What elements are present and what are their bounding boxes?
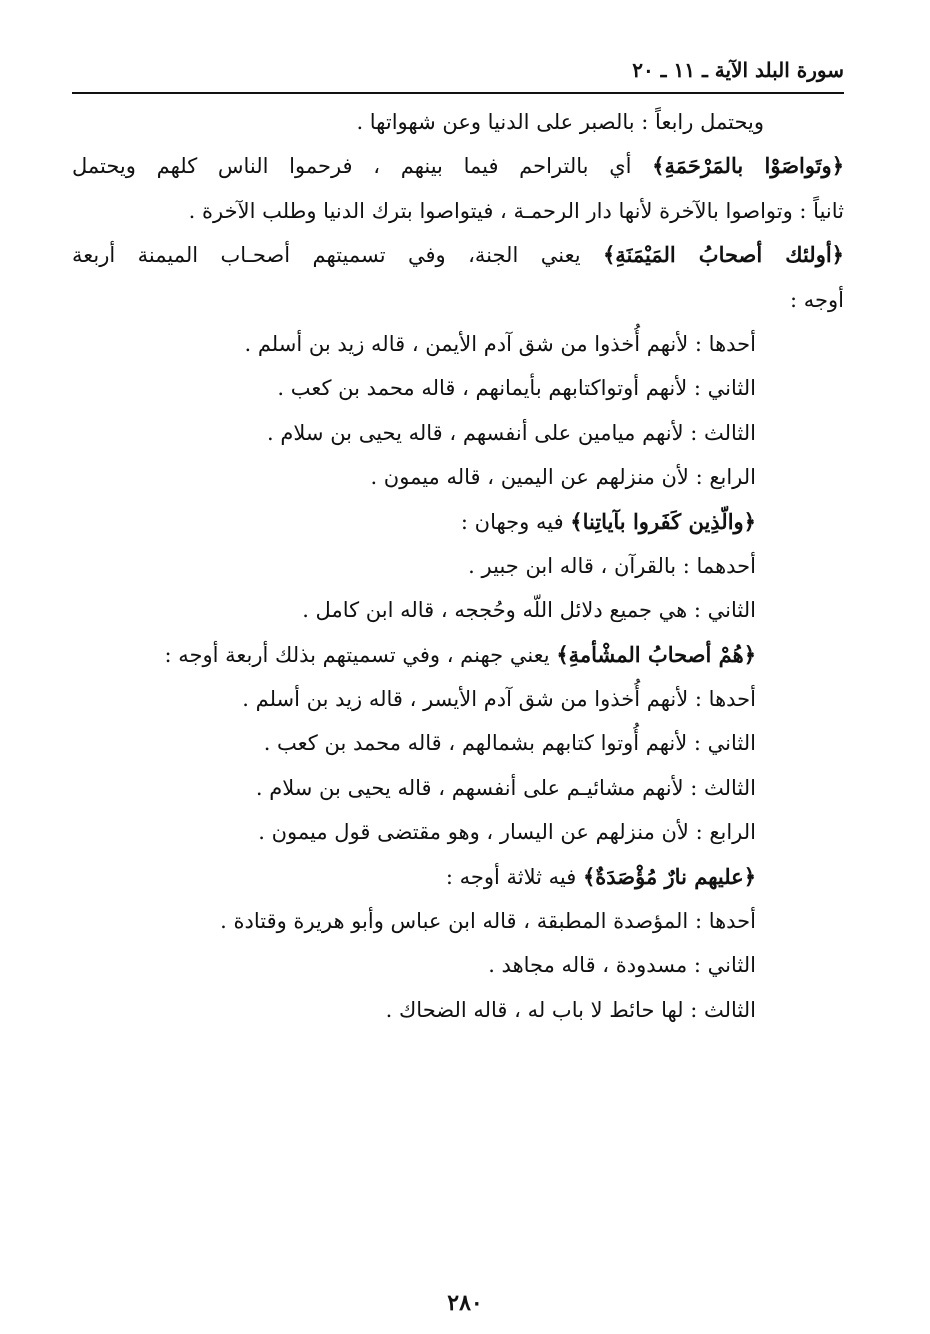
text-line	[72, 500, 844, 544]
text-line	[72, 544, 844, 588]
line-text: الثالث : لها حائط لا باب له ، قاله الضحاك .	[385, 997, 756, 1022]
line-text: الثاني : لأنهم أُوتوا كتابهم بشمالهم ، قاله محمد بن كعب .	[263, 731, 756, 756]
page-body	[72, 100, 844, 1032]
quran-verse: ﴿عليهم نارٌ مُؤْصَدَةٌ﴾	[582, 863, 756, 889]
line-text: الثاني : مسدودة ، قاله مجاهد .	[488, 953, 756, 978]
line-text: ويحتمل رابعاً : بالصبر على الدنيا وعن شهواتها .	[356, 110, 764, 134]
quran-verse: ﴿أولئك أصحابُ المَيْمَنَةِ﴾	[602, 242, 844, 268]
line-text: أحدها : لأنهم أُخذوا من شق آدم الأيمن ، قاله زيد بن أسلم .	[244, 331, 756, 356]
text-line	[72, 810, 844, 854]
text-line	[72, 233, 844, 277]
page-header	[72, 52, 844, 94]
text-line	[72, 366, 844, 410]
text-line	[72, 455, 844, 499]
page-number: ٢٨٠	[447, 1290, 483, 1316]
text-line	[72, 322, 844, 366]
line-text: فيه ثلاثة أوجه :	[445, 864, 583, 889]
line-text: الرابع : لأن منزلهم عن اليمين ، قاله ميمون .	[370, 465, 756, 490]
quran-verse: ﴿هُمْ أصحابُ المشْأمةِ﴾	[556, 641, 756, 667]
line-text: الرابع : لأن منزلهم عن اليسار ، وهو مقتضى قول ميمون .	[258, 820, 756, 845]
text-line	[72, 633, 844, 677]
text-line	[72, 855, 844, 899]
line-text: الثالث : لأنهم ميامين على أنفسهم ، قاله يحيى بن سلام .	[267, 420, 756, 445]
line-text: الثالث : لأنهم مشائيـم على أنفسهم ، قاله يحيى بن سلام .	[255, 775, 756, 800]
running-title: سورة البلد الآية ـ ١١ ـ ٢٠	[632, 58, 844, 82]
text-line	[72, 988, 844, 1032]
line-text: أي بالتراحم فيما بينهم ، فرحموا الناس كلهم ويحتمل	[72, 154, 653, 179]
text-line	[72, 943, 844, 987]
quran-verse: ﴿وتَواصَوْا بالمَرْحَمَةِ﴾	[652, 153, 844, 179]
line-text: أحدها : لأنهم أُخذوا من شق آدم الأيسر ، قاله زيد بن أسلم .	[242, 687, 756, 712]
line-text: أحدها : المؤصدة المطبقة ، قاله ابن عباس وأبو هريرة وقتادة .	[220, 909, 756, 934]
text-line	[72, 766, 844, 810]
line-text: يعني الجنة، وفي تسميتهم أصحـاب الميمنة أربعة	[72, 243, 603, 268]
quran-verse: ﴿والّذِين كَفَروا بآياتِنا﴾	[570, 508, 756, 534]
text-line	[72, 278, 844, 322]
line-text: يعني جهنم ، وفي تسميتهم بذلك أربعة أوجه :	[164, 642, 557, 667]
text-line	[72, 677, 844, 721]
text-line	[72, 899, 844, 943]
text-line	[72, 144, 844, 188]
line-text: أحدهما : بالقرآن ، قاله ابن جبير .	[468, 553, 756, 578]
text-line	[72, 588, 844, 632]
text-line	[72, 721, 844, 765]
line-text: الثاني : هي جميع دلائل اللّه وحُججه ، قاله ابن كامل .	[302, 598, 756, 623]
text-line	[72, 100, 844, 144]
text-line	[72, 411, 844, 455]
text-line	[72, 189, 844, 233]
line-text: أوجه :	[790, 287, 844, 312]
line-text: الثاني : لأنهم أوتواكتابهم بأيمانهم ، قاله محمد بن كعب .	[277, 376, 756, 401]
line-text: فيه وجهان :	[460, 509, 571, 534]
line-text: ثانياً : وتواصوا بالآخرة لأنها دار الرحمـة ، فيتواصوا بترك الدنيا وطلب الآخرة .	[188, 198, 844, 223]
